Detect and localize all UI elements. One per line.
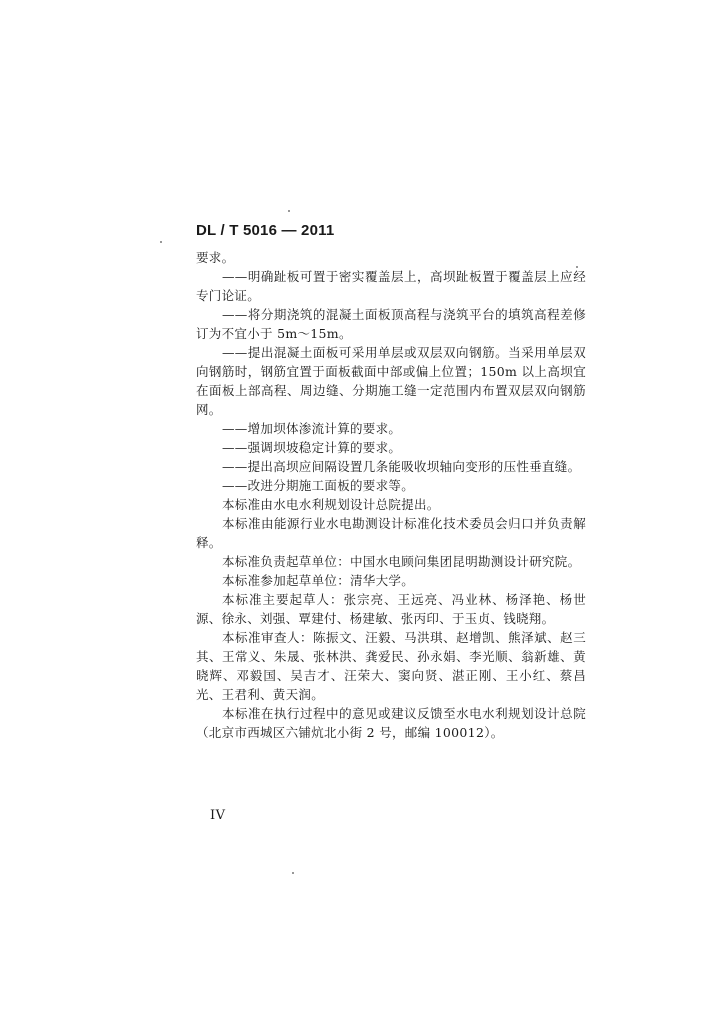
scan-speck <box>288 210 290 212</box>
paragraph-6: ——提出高坝应间隔设置几条能吸收坝轴向变形的压性垂直缝。 <box>222 459 581 474</box>
paragraph-7: ——改进分期施工面板的要求等。 <box>222 478 415 493</box>
scan-speck <box>292 872 294 874</box>
paragraph-10: 本标准负责起草单位：中国水电顾问集团昆明勘测设计研究院。 <box>222 554 581 569</box>
paragraph-1: ——明确趾板可置于密实覆盖层上，高坝趾板置于覆盖层上应经专门论证。 <box>196 269 586 303</box>
paragraph-8: 本标准由水电水利规划设计总院提出。 <box>222 497 440 512</box>
paragraph-11: 本标准参加起草单位：清华大学。 <box>222 573 415 588</box>
paragraph-9: 本标准由能源行业水电勘测设计标准化技术委员会归口并负责解释。 <box>196 516 586 550</box>
scan-speck <box>576 266 578 268</box>
standard-code-header: DL / T 5016 — 2011 <box>196 222 335 239</box>
paragraph-4: ——增加坝体渗流计算的要求。 <box>222 421 402 436</box>
document-body <box>196 248 586 742</box>
paragraph-13: 本标准审查人：陈振文、汪毅、马洪琪、赵增凯、熊泽斌、赵三其、王常义、朱晟、张林洪、龚爱民、孙永娟、李光顺、翁新雄、黄晓辉、邓毅国、吴吉才、汪荣大、窦向贤、湛正刚、王小红、蔡昌光、王君利、黄天润。 <box>196 630 586 702</box>
paragraph-5: ——强调坝坡稳定计算的要求。 <box>222 440 402 455</box>
paragraph-3: ——提出混凝土面板可采用单层或双层双向钢筋。当采用单层双向钢筋时，钢筋宜置于面板截面中部或偏上位置；150m 以上高坝宜在面板上部高程、周边缝、分期施工缝一定范围内布置双层双向钢筋网。 <box>196 345 586 417</box>
paragraph-12: 本标准主要起草人：张宗亮、王远亮、冯业林、杨泽艳、杨世源、徐永、刘强、覃建付、杨建敏、张丙印、于玉贞、钱晓翔。 <box>196 592 586 626</box>
page-number: IV <box>210 808 226 823</box>
paragraph-2: ——将分期浇筑的混凝土面板顶高程与浇筑平台的填筑高程差修订为不宜小于 5m～15m。 <box>196 307 586 341</box>
scan-speck <box>160 241 162 243</box>
paragraph-14: 本标准在执行过程中的意见或建议反馈至水电水利规划设计总院（北京市西城区六铺炕北小街 2 号，邮编 100012）。 <box>196 706 586 740</box>
paragraph-0: 要求。 <box>196 250 235 265</box>
